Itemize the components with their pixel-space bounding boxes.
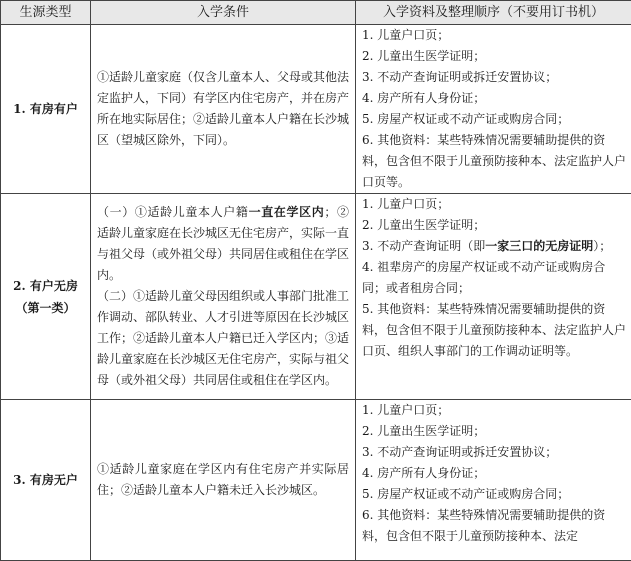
- condition-cell: [91, 194, 356, 400]
- header-materials: 入学资料及整理顺序（不要用订书机）: [356, 1, 631, 25]
- material-item: 1. 儿童户口页；: [362, 194, 627, 215]
- material-item: 3. 不动产查询证明或拆迁安置协议；: [362, 67, 627, 88]
- student-type-cell: [1, 25, 91, 194]
- material-item: 5. 其他资料：某些特殊情况需要辅助提供的资料，包含但不限于儿童预防接种本、法定监护人户口页、组织人事部门的工作调动证明等。: [362, 299, 627, 362]
- condition-text: 一直在学区内: [249, 205, 325, 219]
- student-type-cell: [1, 194, 91, 400]
- condition-text: ①适龄儿童家庭在学区内有住宅房产并实际居住；②适龄儿童本人户籍未迁入长沙城区。: [97, 462, 349, 497]
- material-item: 4. 房产所有人身份证；: [362, 463, 627, 484]
- condition-text: （二）①适龄儿童父母因组织或人事部门批准工作调动、部队转业、人才引进等原因在长沙城区工作；②适龄儿童本人户籍已迁入学区内；③适龄儿童家庭在长沙城区无住宅房产，实际与祖父母（或外祖父母）共同居住或租住在学区内。: [97, 289, 349, 387]
- header-condition: 入学条件: [91, 1, 356, 25]
- condition-text: ；②适龄儿童家庭在长沙城区无住宅房产，实际一直与祖父母（或外祖父母）共同居住或租住在学区内。: [97, 205, 349, 282]
- student-type-label: 3. 有房无户: [1, 469, 90, 491]
- table-row: [1, 194, 631, 400]
- material-item: 1. 儿童户口页；: [362, 400, 627, 421]
- condition-text: ①适龄儿童家庭（仅含儿童本人、父母或其他法定监护人，下同）有学区内住宅房产，并在房产所在地实际居住；②适龄儿童本人户籍在长沙城区（望城区除外，下同）。: [97, 70, 349, 147]
- material-item: 5. 房屋产权证或不动产证或购房合同；: [362, 484, 627, 505]
- student-type-label: 1. 有房有户: [1, 98, 90, 120]
- material-item: 6. 其他资料：某些特殊情况需要辅助提供的资料，包含但不限于儿童预防接种本、法定监护人户口页等。: [362, 130, 627, 193]
- condition-cell: [91, 400, 356, 561]
- header-type: 生源类型: [1, 1, 91, 25]
- material-item: 5. 房屋产权证或不动产证或购房合同；: [362, 109, 627, 130]
- material-item: 1. 儿童户口页；: [362, 25, 627, 46]
- header-row: [1, 1, 631, 25]
- student-type-label: （第一类）: [1, 297, 90, 319]
- condition-cell: [91, 25, 356, 194]
- student-type-cell: [1, 400, 91, 561]
- table-row: [1, 25, 631, 194]
- material-item: 2. 儿童出生医学证明；: [362, 215, 627, 236]
- materials-cell: [356, 400, 631, 561]
- material-item: 2. 儿童出生医学证明；: [362, 421, 627, 442]
- material-item: 6. 其他资料：某些特殊情况需要辅助提供的资料，包含但不限于儿童预防接种本、法定: [362, 505, 627, 547]
- materials-cell: [356, 194, 631, 400]
- materials-cell: [356, 25, 631, 194]
- material-item: 2. 儿童出生医学证明；: [362, 46, 627, 67]
- material-item: 3. 不动产查询证明或拆迁安置协议；: [362, 442, 627, 463]
- material-item: 4. 祖辈房产的房屋产权证或不动产证或购房合同；或者租房合同；: [362, 257, 627, 299]
- material-item: 3. 不动产查询证明（即一家三口的无房证明）；: [362, 236, 627, 257]
- student-type-label: 2. 有户无房: [1, 275, 90, 297]
- material-item: 4. 房产所有人身份证；: [362, 88, 627, 109]
- table-row: [1, 400, 631, 561]
- condition-text: （一）①适龄儿童本人户籍: [97, 205, 249, 219]
